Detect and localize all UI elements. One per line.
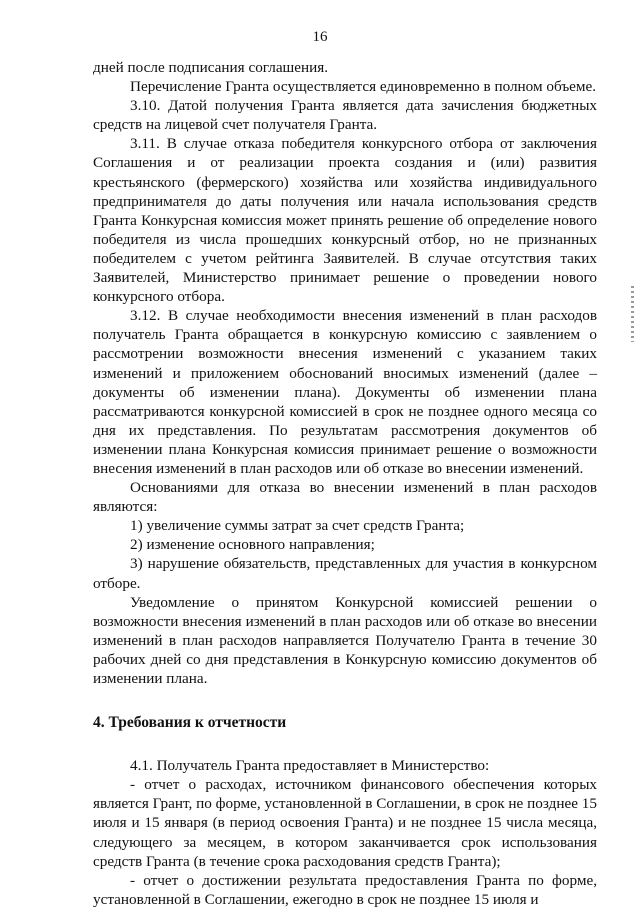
list-item: - отчет о достижении результата предоставления Гранта по форме, установленной в Соглашении, ежегодно в срок не позднее 15 июля и xyxy=(93,871,597,908)
paragraph: Уведомление о принятом Конкурсной комиссией решении о возможности внесения изменений в план расходов или об отказе во внесении изменений в план расходов направляется Получателю Гранта в течение 30 рабочих дней со дня представления в Конкурсную комиссию документов об изменении плана. xyxy=(93,593,597,687)
paragraph-3-11: 3.11. В случае отказа победителя конкурсного отбора от заключения Соглашения и от реализации проекта создания и (или) развития крестьянского (фермерского) хозяйства или хозяйства индивидуального предпринимателя до даты получения или начала использования средств Гранта Конкурсная комиссия может принять решение об определение нового победителя из числа прошедших конкурсный отбор, но не признанных победителем с учетом рейтинга Заявителей. В случае отсутствия таких Заявителей, Министерство принимает решение о проведении нового конкурсного отбора. xyxy=(93,135,597,306)
scan-edge-mark xyxy=(631,286,634,342)
paragraph-3-10: 3.10. Датой получения Гранта является дата зачисления бюджетных средств на лицевой счет получателя Гранта. xyxy=(93,97,597,134)
paragraph: дней после подписания соглашения. xyxy=(93,59,329,76)
paragraph-4-1: 4.1. Получатель Гранта предоставляет в Министерство: xyxy=(130,757,490,775)
paragraph: Перечисление Гранта осуществляется единовременно в полном объеме. xyxy=(130,78,597,96)
paragraph: Основаниями для отказа во внесении изменений в план расходов являются: xyxy=(93,479,597,516)
list-item: - отчет о расходах, источником финансового обеспечения которых является Грант, по форме, установленной в Соглашении, в срок не позднее 15 июля и 15 января (в период освоения Гранта) и не позднее 15 числа месяца, следующего за месяцем, в котором заканчивается срок использования средств Гранта (в течение срока расходования средств Гранта); xyxy=(93,776,597,870)
list-item: 2) изменение основного направления; xyxy=(130,536,375,554)
section-heading: 4. Требования к отчетности xyxy=(93,714,287,732)
page-number: 16 xyxy=(312,29,328,45)
list-item: 3) нарушение обязательств, представленных для участия в конкурсном отборе. xyxy=(93,555,597,592)
paragraph-3-12: 3.12. В случае необходимости внесения изменений в план расходов получатель Гранта обращается в конкурсную комиссию с заявлением о рассмотрении возможности внесения изменений с указанием таких изменений и приложением обоснований вносимых изменений (далее – документы об изменении плана). Документы об изменении плана рассматриваются конкурсной комиссией в срок не позднее одного месяца со дня их представления. По результатам рассмотрения документов об изменении плана Конкурсная комиссия принимает решение о возможности внесения изменений в план расходов или об отказе во внесении изменений. xyxy=(93,307,597,477)
document-body xyxy=(93,58,597,909)
list-item: 1) увеличение суммы затрат за счет средств Гранта; xyxy=(130,517,465,535)
